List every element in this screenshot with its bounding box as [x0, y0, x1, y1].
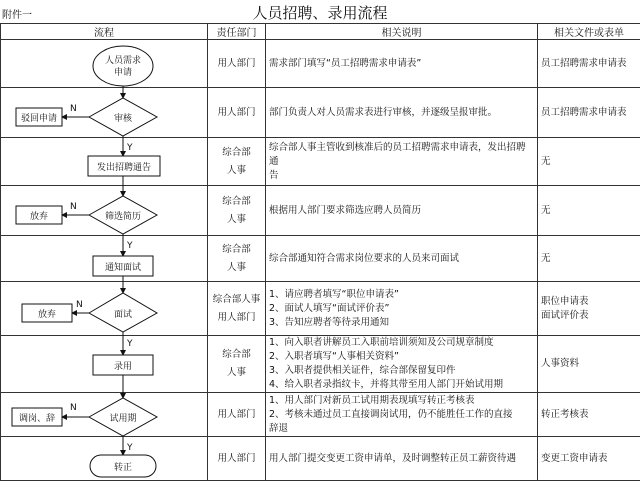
desc-cell-line: 综合部人事主管收到核准后的员工招聘需求申请表，发出招聘通: [269, 141, 526, 167]
no-label-2: N: [70, 202, 77, 212]
probation-label: 试用期: [109, 414, 137, 424]
start-label-1: 人员需求: [104, 56, 142, 66]
form-cell-line: 面试评价表: [541, 309, 589, 321]
dept-cell-line: 人事: [226, 164, 246, 176]
desc-cell-line: 3、告知应聘者等待录用通知: [269, 316, 390, 328]
start-label-2: 申请: [113, 68, 133, 78]
form-cell-line: 无: [541, 155, 551, 167]
dept-cell-line: 人事: [226, 367, 246, 378]
desc-cell-line: 告: [269, 169, 279, 181]
no-label-1: N: [70, 104, 77, 114]
no-label-4: N: [70, 403, 77, 413]
header-flow: 流程: [1, 24, 208, 40]
desc-cell-line: 3、入职者提供相关证件，综合部保留复印件: [269, 365, 456, 376]
desc-cell-line: 2、考核未通过员工直接调岗试用，仍不能胜任工作的直接: [269, 408, 513, 420]
end-label: 转正: [113, 463, 133, 473]
header-desc: 相关说明: [266, 24, 538, 40]
header-form: 相关文件或表单: [538, 24, 640, 40]
reject-label: 驳回申请: [20, 114, 58, 124]
publish-label: 发出招聘通告: [96, 163, 152, 173]
desc-cell-line: 部门负责人对人员需求表进行审核，并逐级呈报审批。: [269, 106, 498, 118]
header-dept: 责任部门: [208, 24, 266, 40]
form-cell-line: 无: [541, 252, 551, 264]
no-label-3: N: [76, 300, 83, 310]
form-cell-line: 无: [541, 204, 551, 216]
dept-cell-line: 综合部: [222, 349, 251, 360]
abandon-label-2: 放弃: [37, 310, 57, 320]
desc-cell-line: 需求部门填写“员工招聘需求申请表”: [269, 57, 422, 69]
transfer-label: 调岗、辞: [18, 414, 56, 424]
yes-label-1: Y: [127, 143, 133, 153]
start-node: [93, 46, 153, 86]
review-label: 审核: [113, 114, 133, 124]
desc-cell-line: 1、用人部门对新员工试用期表现填写转正考核表: [269, 394, 475, 406]
abandon-label-1: 放弃: [29, 212, 49, 222]
annex-label: 附件一: [2, 10, 32, 21]
dept-cell-line: 用人部门: [217, 311, 256, 323]
dept-cell-line: 人事: [226, 213, 246, 225]
desc-cell-line: 1、请应聘者填写“职位申请表”: [269, 288, 399, 300]
dept-cell-line: 用人部门: [217, 106, 256, 118]
yes-label-4: Y: [127, 443, 133, 453]
desc-cell-line: 综合部通知符合需求岗位要求的人员来司面试: [269, 252, 460, 264]
yes-label-3: Y: [127, 339, 133, 349]
interview-label: 面试: [113, 310, 133, 320]
form-cell-line: 转正考核表: [541, 408, 589, 420]
dept-cell-line: 综合部人事: [212, 293, 261, 305]
form-cell-line: 员工招聘需求申请表: [541, 57, 627, 69]
hire-label: 录用: [113, 362, 133, 372]
dept-cell-line: 人事: [226, 261, 246, 273]
form-cell-line: 职位申请表: [541, 295, 589, 307]
dept-cell-line: 用人部门: [217, 452, 256, 464]
form-cell-line: 员工招聘需求申请表: [541, 106, 627, 118]
desc-cell-line: 2、面试人填写“面试评价表”: [269, 302, 390, 314]
dept-cell-line: 综合部: [222, 195, 251, 207]
form-cell-line: 变更工资申请表: [541, 452, 608, 464]
desc-cell-line: 根据用人部门要求筛选应聘人员简历: [269, 204, 422, 216]
dept-cell-line: 综合部: [222, 146, 251, 158]
desc-cell-line: 用人部门提交变更工资申请单，及时调整转正员工薪资待遇: [269, 452, 517, 464]
desc-cell-line: 2、入职者填写“人事相关资料”: [269, 351, 399, 362]
screen-label: 筛选简历: [104, 212, 142, 222]
notify-label: 通知面试: [104, 263, 142, 273]
desc-cell-line: 4、给入职者录指纹卡，并将其带至用人部门开始试用期: [269, 379, 504, 390]
desc-cell-line: 1、向入职者讲解员工入职前培训须知及公司规章制度: [269, 337, 494, 348]
page-title: 人员招聘、录用流程: [252, 4, 388, 22]
dept-cell-line: 用人部门: [217, 408, 256, 420]
dept-cell-line: 用人部门: [217, 57, 256, 69]
desc-cell-line: 辞退: [269, 422, 289, 434]
form-cell-line: 人事资料: [541, 358, 580, 369]
dept-cell-line: 综合部: [222, 243, 251, 255]
yes-label-2: Y: [127, 241, 133, 251]
